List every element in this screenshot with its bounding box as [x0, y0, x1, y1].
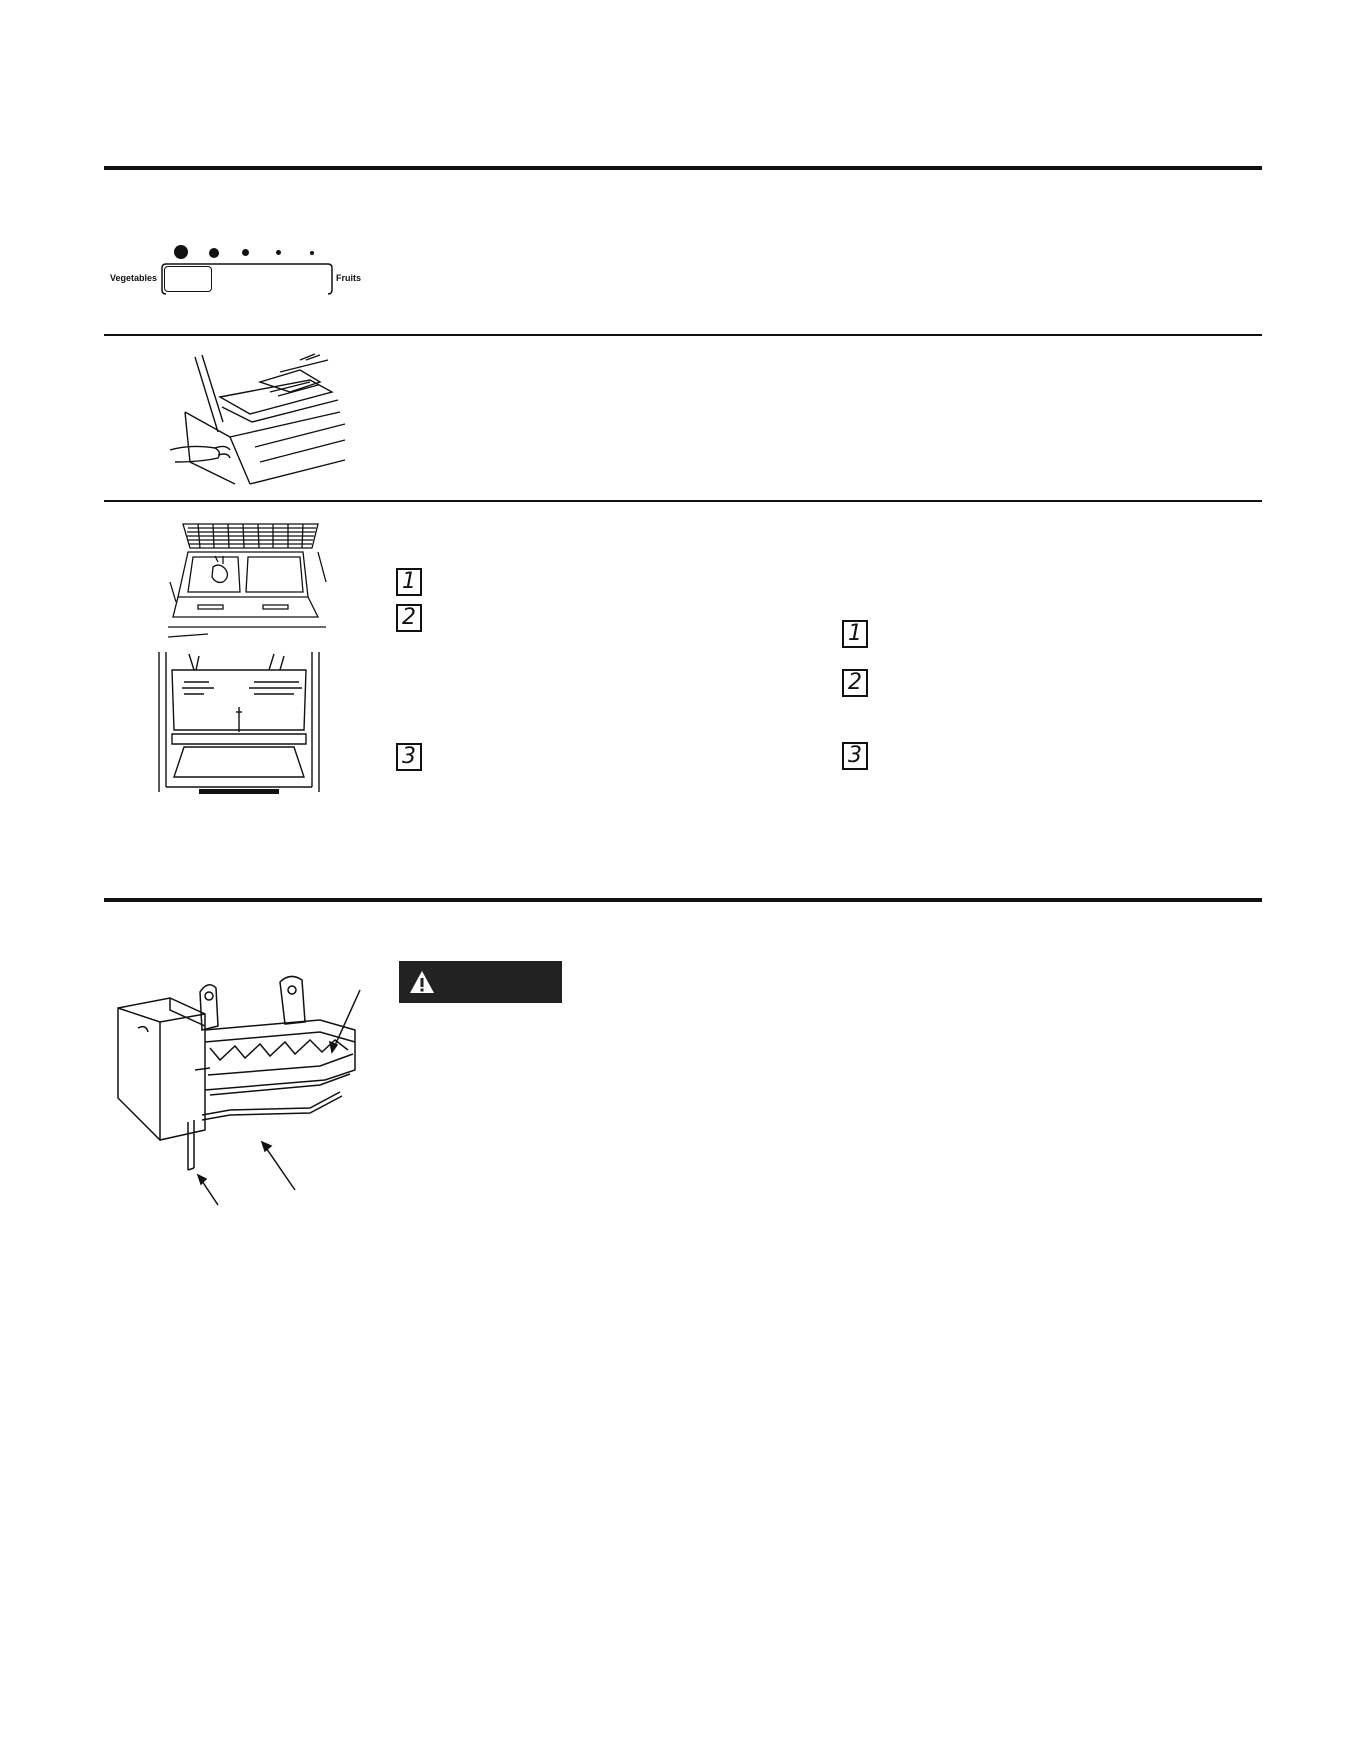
step-number-box [396, 604, 422, 632]
humidity-vegetables-label: Vegetables [110, 273, 158, 283]
humidity-dot-3 [242, 249, 249, 256]
step-number: 3 [848, 743, 862, 768]
warning-triangle-icon [409, 970, 435, 994]
step-number-box [842, 620, 868, 648]
drawer-removal-illustration-top [168, 522, 326, 644]
section-rule-crisper [104, 334, 1262, 336]
step-number: 2 [402, 605, 416, 630]
step-number-box [842, 669, 868, 697]
humidity-dot-4 [276, 250, 281, 255]
step-number-box [396, 568, 422, 596]
step-number: 2 [848, 670, 862, 695]
icemaker-illustration [110, 970, 370, 1210]
humidity-fruits-label: Fruits [336, 273, 362, 283]
crisper-drawer-illustration [160, 352, 345, 488]
humidity-dot-5 [310, 251, 314, 255]
step-number: 1 [402, 569, 416, 594]
humidity-slider-knob[interactable] [164, 266, 212, 292]
section-rule-top [104, 166, 1262, 170]
step-number: 3 [402, 744, 416, 769]
humidity-dot-1 [174, 245, 188, 259]
step-number-box [842, 742, 868, 770]
section-rule-icemaker [104, 898, 1262, 902]
step-number: 1 [848, 621, 862, 646]
warning-banner [399, 961, 562, 1003]
step-number-box [396, 743, 422, 771]
drawer-removal-illustration-bottom [154, 652, 324, 798]
humidity-dot-2 [209, 248, 219, 258]
section-rule-drawers [104, 500, 1262, 502]
